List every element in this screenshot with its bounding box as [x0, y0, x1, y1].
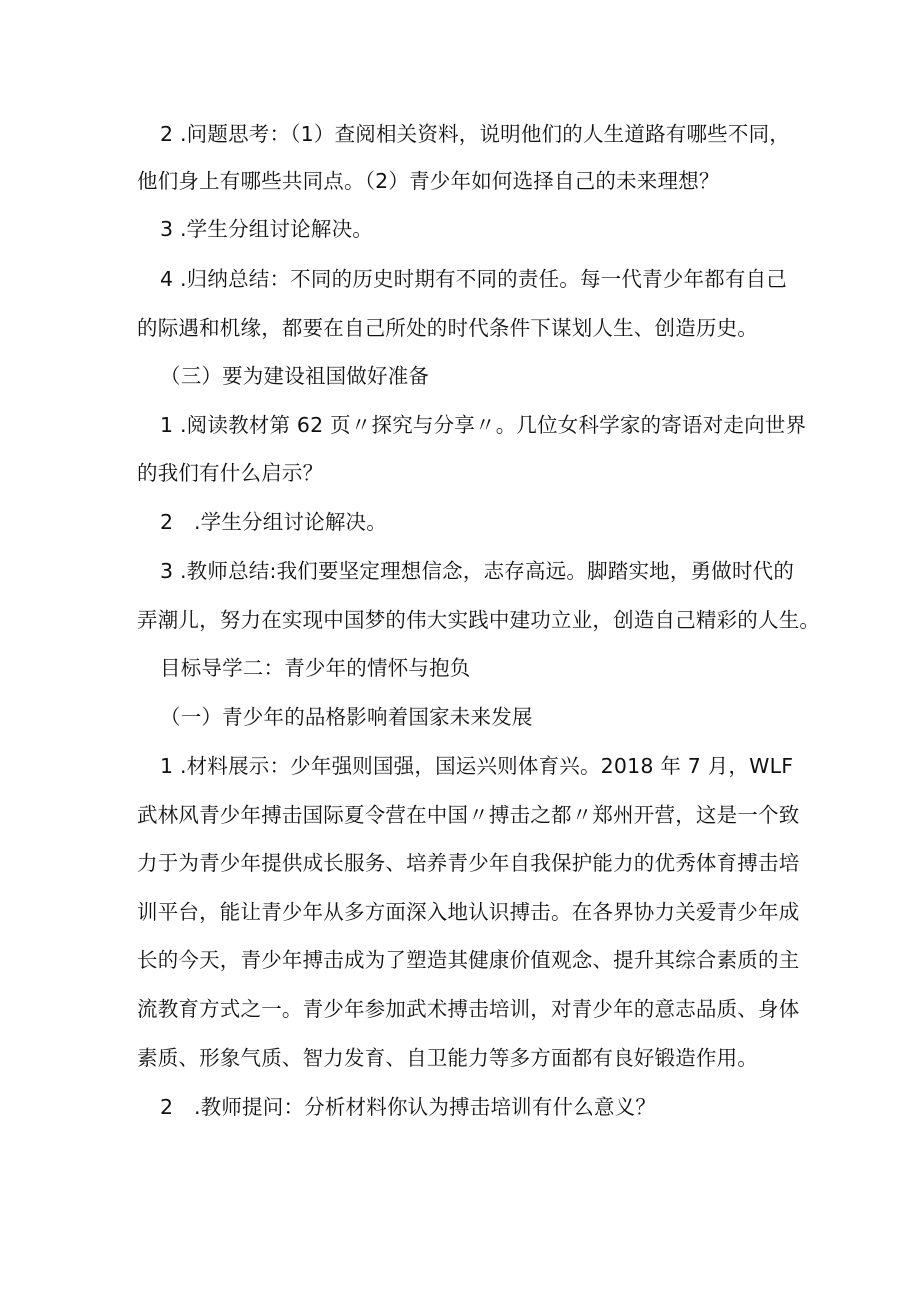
text-line: 他们身上有哪些共同点。（2）青少年如何选择自己的未来理想？ — [137, 169, 720, 193]
text-line: 4 .归纳总结：不同的历史时期有不同的责任。每一代青少年都有自己 — [160, 267, 787, 291]
text-line: 长的今天，青少年搏击成为了塑造其健康价值观念、提升其综合素质的主 — [137, 948, 800, 972]
text-line: 的我们有什么启示？ — [137, 461, 324, 485]
text-line: 2 .教师提问：分析材料你认为搏击培训有什么意义？ — [160, 1095, 657, 1119]
section-heading: （三）要为建设祖国做好准备 — [160, 364, 430, 388]
text-line: 2 .学生分组讨论解决。 — [160, 510, 387, 534]
text-line: 力于为青少年提供成长服务、培养青少年自我保护能力的优秀体育搏击培 — [137, 851, 800, 875]
text-line: 武林风青少年搏击国际夏令营在中国〃搏击之都〃郑州开营，这是一个致 — [137, 803, 800, 827]
text-line: 流教育方式之一。青少年参加武术搏击培训，对青少年的意志品质、身体 — [137, 997, 800, 1021]
text-line: 的际遇和机缘，都要在自己所处的时代条件下谋划人生、创造历史。 — [137, 316, 758, 340]
section-heading: （一）青少年的品格影响着国家未来发展 — [160, 705, 533, 729]
text-line: 弄潮儿，努力在实现中国梦的伟大实践中建功立业，创造自己精彩的人生。 — [137, 608, 821, 632]
text-line: 1 .阅读教材第 62 页〃探究与分享〃。几位女科学家的寄语对走向世界 — [160, 413, 807, 437]
text-line: 素质、形象气质、智力发育、自卫能力等多方面都有良好锻造作用。 — [137, 1046, 758, 1070]
text-line: 1 .材料展示：少年强则国强，国运兴则体育兴。2018 年 7 月，WLF — [160, 754, 794, 778]
text-line: 3 .教师总结:我们要坚定理想信念，志存高远。脚踏实地，勇做时代的 — [160, 559, 795, 583]
text-line: 2 .问题思考：（1）查阅相关资料，说明他们的人生道路有哪些不同， — [160, 122, 790, 146]
section-heading: 目标导学二：青少年的情怀与抱负 — [160, 656, 471, 680]
text-line: 训平台，能让青少年从多方面深入地认识搏击。在各界协力关爱青少年成 — [137, 900, 800, 924]
text-line: 3 .学生分组讨论解决。 — [160, 217, 373, 241]
